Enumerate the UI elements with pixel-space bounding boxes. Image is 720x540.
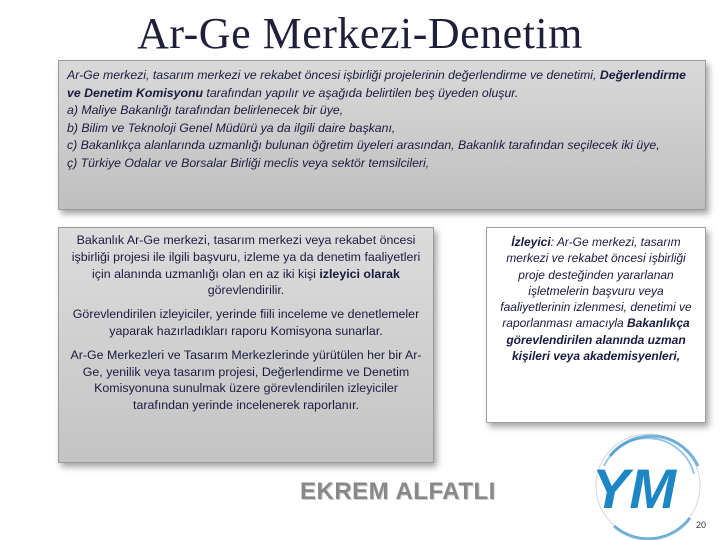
assignment-text-2: görevlendirilir. <box>207 283 285 298</box>
logo-text: YM <box>592 457 676 520</box>
definition-term: İzleyici <box>511 235 551 249</box>
assignment-paragraph <box>65 232 427 299</box>
assignment-bold: izleyici olarak <box>319 266 400 281</box>
commission-name: Değerlendirme ve Denetim Komisyonu <box>67 68 686 100</box>
definition-bold: Bakanlıkça görevlendirilen alanında uzman kişileri veya akademisyenleri, <box>506 316 690 364</box>
projects-paragraph: Ar-Ge Merkezleri ve Tasarım Merkezlerinde yürütülen her bir Ar-Ge, yenilik veya tasarım projesi, Değerlendirme ve Denetim Komisyonuna sunulmak üzere görevlendirilen izleyiciler tarafından yerinde incelenerek raporlanır. <box>70 347 422 413</box>
monitor-definition-box <box>486 227 706 423</box>
report-paragraph: Görevlendirilen izleyiciler, yerinde fiili inceleme ve denetlemeler yaparak hazırladıkları raporu Komisyona sunarlar. <box>72 307 420 338</box>
intro-text-1: Ar-Ge merkezi, tasarım merkezi ve rekabet öncesi işbirliği projelerinin değerlendirme ve denetimi, <box>67 68 600 82</box>
definition-text: : Ar-Ge merkezi, tasarım merkezi ve rekabet öncesi işbirliği proje desteğinden yararlanan işletmelerin başvuru veya faaliyetlerinin izlenmesi, denetimi ve raporlanması amacıyla <box>500 235 692 331</box>
member-item-b: b) Bilim ve Teknoloji Genel Müdürü ya da ilgili daire başkanı, <box>67 120 396 135</box>
monitor-assignment-box <box>58 227 434 463</box>
intro-text-2: tarafından yapılır ve aşağıda belirtilen beş üyeden oluşur. <box>202 85 519 100</box>
assignment-text-1: Bakanlık Ar-Ge merkezi, tasarım merkezi veya rekabet öncesi işbirliği projesi ile ilgili başvuru, izleme ya da denetim faaliyetleri için alanında uzmanlığı olan en az iki kişi <box>71 233 421 281</box>
slide-title: Ar-Ge Merkezi-Denetim <box>137 9 583 58</box>
member-item-c: c) Bakanlıkça alanlarında uzmanlığı bulunan öğretim üyeleri arasından, Bakanlık tarafından seçilecek iki üye, <box>67 138 660 153</box>
member-item-d: ç) Türkiye Odalar ve Borsalar Birliği meclis veya sektör temsilcileri, <box>67 155 430 170</box>
member-item-a: a) Maliye Bakanlığı tarafından belirlenecek bir üye, <box>67 103 344 118</box>
commission-intro <box>67 67 697 102</box>
author-name: EKREM ALFATLI <box>300 478 496 505</box>
page-number: 20 <box>695 520 706 530</box>
commission-box <box>58 60 706 210</box>
